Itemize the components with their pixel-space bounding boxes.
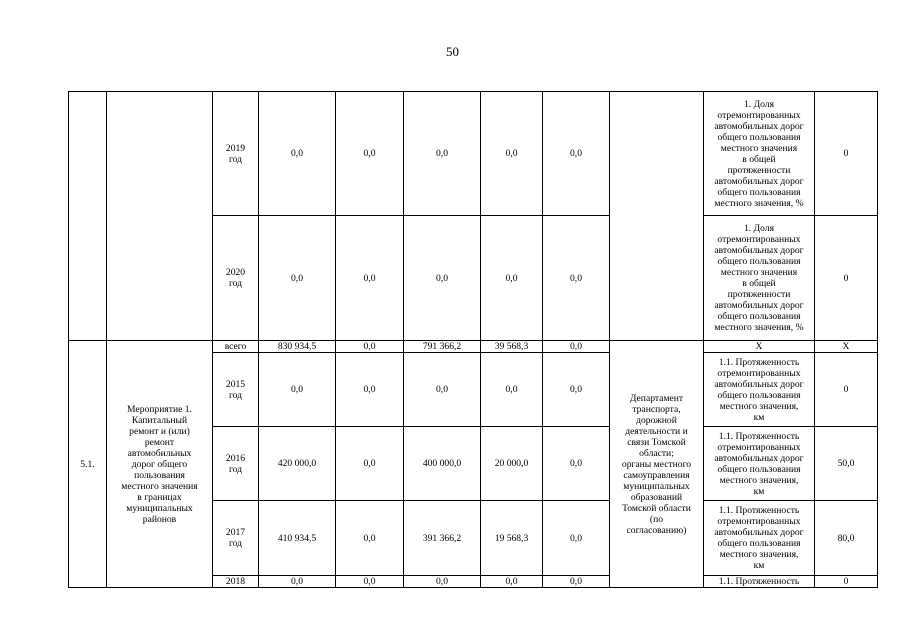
indicator-cell: 1.1. Протяженность отремонтированных автомобильных дорог общего пользования местного значения, км [704,427,815,501]
indicator-cell: 1.1. Протяженность [704,576,815,588]
year-cell: 2018 [213,576,259,588]
indicator-cell: Х [704,341,815,353]
total-cell: 420 000,0 [259,427,336,501]
indicator-cell: 1.1. Протяженность отремонтированных автомобильных дорог общего пользования местного значения, км [704,353,815,427]
year-cell: 2019 год [213,92,259,216]
indicator-value-cell: 0 [815,216,878,341]
event-number-cell: 5.1. [69,341,107,588]
empty-executor-cell [610,92,704,341]
local-cell: 0,0 [481,92,543,216]
total-cell: 410 934,5 [259,501,336,576]
indicator-cell: 1. Доля отремонтированных автомобильных дорог общего пользования местного значения в общей протяженности автомобильных дорог общего пользования местного значения, % [704,92,815,216]
empty-name-cell [107,92,213,341]
federal-cell: 0,0 [336,341,404,353]
total-cell: 0,0 [259,216,336,341]
table-row [69,92,878,216]
local-cell: 19 568,3 [481,501,543,576]
indicator-value-cell: 0 [815,92,878,216]
page-number: 50 [446,44,459,59]
indicator-value-cell: Х [815,341,878,353]
year-cell: 2020 год [213,216,259,341]
year-cell: 2016 год [213,427,259,501]
indicator-cell: 1.1. Протяженность отремонтированных автомобильных дорог общего пользования местного значения, км [704,501,815,576]
year-cell: 2017 год [213,501,259,576]
extra-budget-cell: 0,0 [543,501,610,576]
extra-budget-cell: 0,0 [543,576,610,588]
year-cell: всего [213,341,259,353]
federal-cell: 0,0 [336,576,404,588]
total-cell: 830 934,5 [259,341,336,353]
indicator-value-cell: 50,0 [815,427,878,501]
local-cell: 0,0 [481,216,543,341]
regional-cell: 0,0 [404,576,481,588]
regional-cell: 0,0 [404,353,481,427]
year-cell: 2015 год [213,353,259,427]
federal-cell: 0,0 [336,427,404,501]
extra-budget-cell: 0,0 [543,92,610,216]
total-cell: 0,0 [259,576,336,588]
local-cell: 39 568,3 [481,341,543,353]
extra-budget-cell: 0,0 [543,427,610,501]
regional-cell: 791 366,2 [404,341,481,353]
total-cell: 0,0 [259,92,336,216]
event-name-cell: Мероприятие 1. Капитальный ремонт и (или) ремонт автомобильных дорог общего пользования местного значения в границах муниципальных районов [107,341,213,588]
local-cell: 0,0 [481,353,543,427]
local-cell: 20 000,0 [481,427,543,501]
indicator-value-cell: 0 [815,576,878,588]
regional-cell: 400 000,0 [404,427,481,501]
indicator-value-cell: 80,0 [815,501,878,576]
extra-budget-cell: 0,0 [543,216,610,341]
local-cell: 0,0 [481,576,543,588]
federal-cell: 0,0 [336,216,404,341]
regional-cell: 0,0 [404,216,481,341]
regional-cell: 391 366,2 [404,501,481,576]
regional-cell: 0,0 [404,92,481,216]
extra-budget-cell: 0,0 [543,353,610,427]
federal-cell: 0,0 [336,501,404,576]
total-cell: 0,0 [259,353,336,427]
extra-budget-cell: 0,0 [543,341,610,353]
indicator-value-cell: 0 [815,353,878,427]
indicator-cell: 1. Доля отремонтированных автомобильных дорог общего пользования местного значения в общей протяженности автомобильных дорог общего пользования местного значения, % [704,216,815,341]
program-table [68,91,878,588]
federal-cell: 0,0 [336,92,404,216]
table-row [69,341,878,353]
empty-number-cell [69,92,107,341]
event-executor-cell: Департамент транспорта, дорожной деятельности и связи Томской области; органы местного самоуправления муниципальных образований Томской области (по согласованию) [610,341,704,588]
federal-cell: 0,0 [336,353,404,427]
